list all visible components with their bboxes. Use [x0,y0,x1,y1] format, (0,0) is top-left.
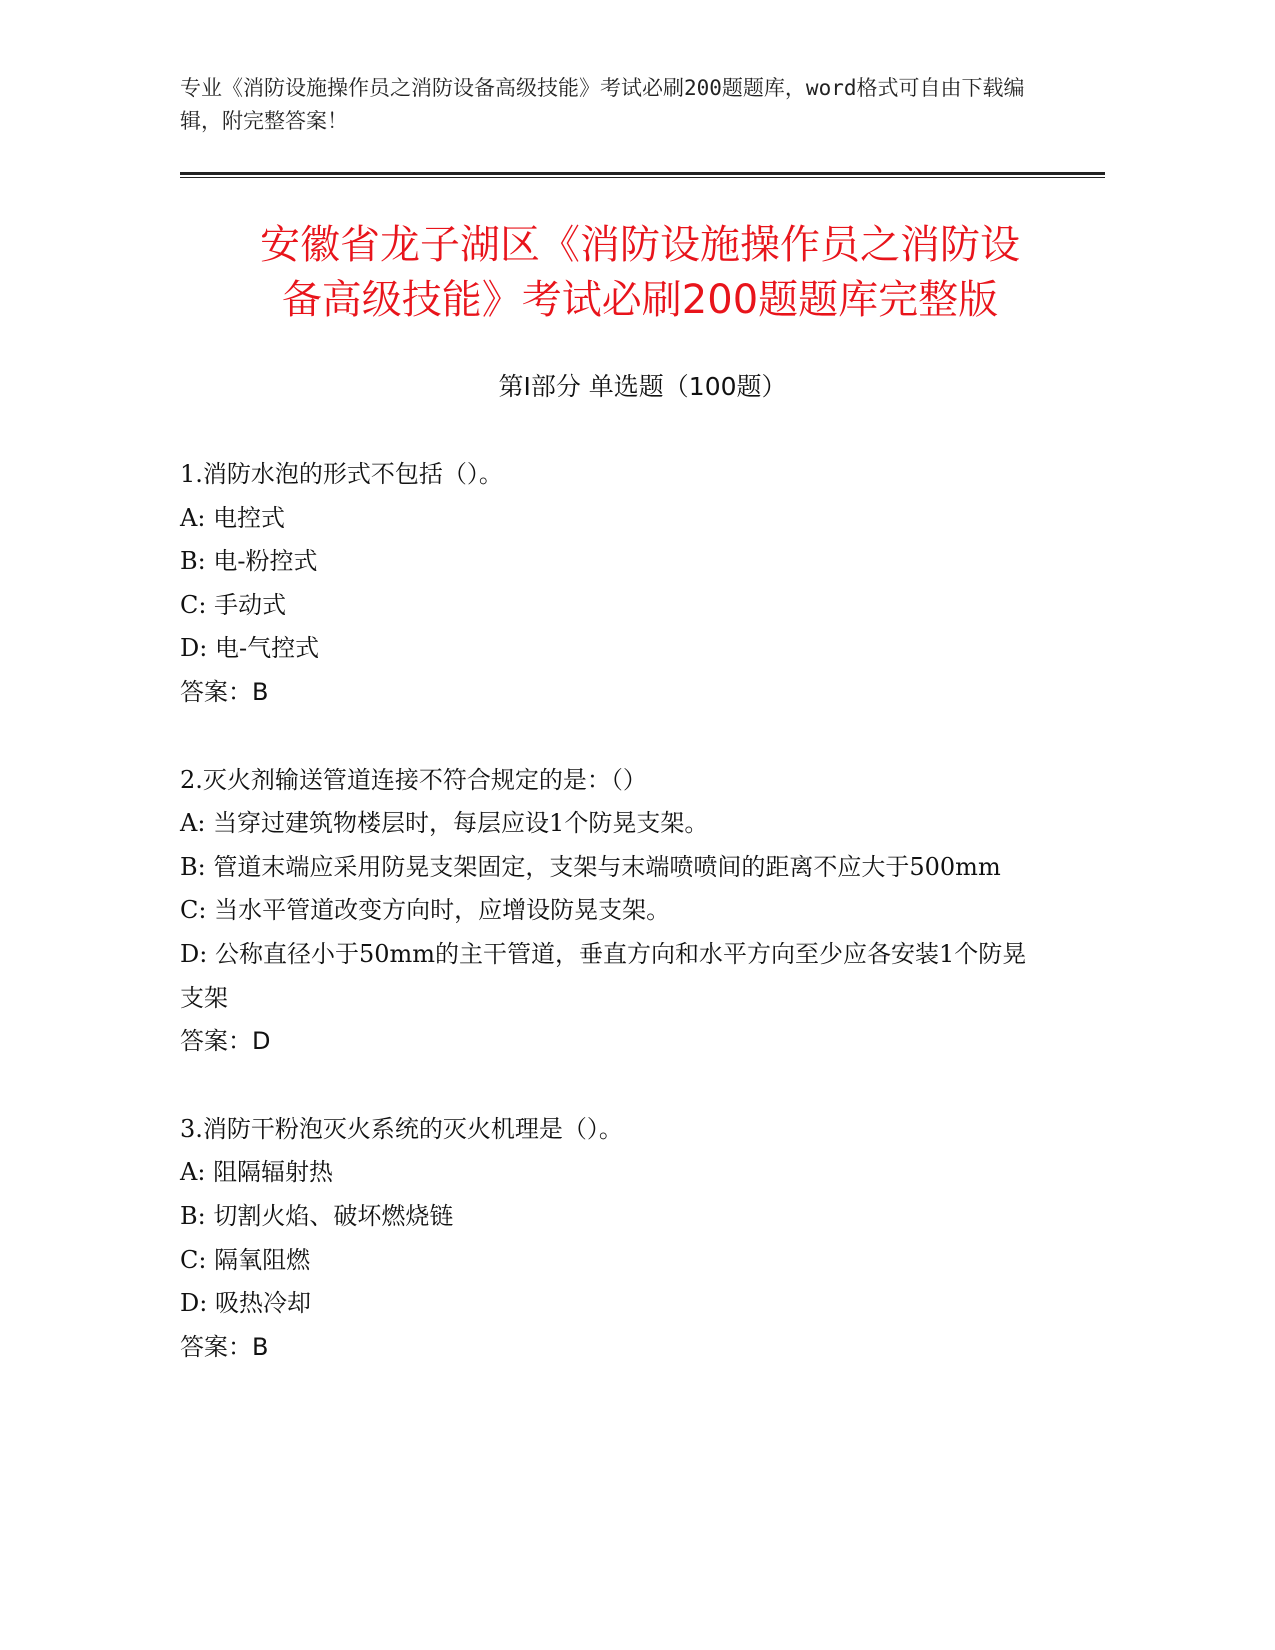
question-stem: 1.消防水泡的形式不包括（）。 [180,460,503,488]
option-b [180,1195,1040,1239]
option-text: 切割火焰、破坏燃烧链 [213,1201,454,1230]
option-a [180,802,1040,846]
option-text: 电-粉控式 [213,547,318,576]
option-c [180,889,1040,933]
option-d [180,627,1040,671]
option-c [180,1239,1040,1283]
option-text: 电-气控式 [214,634,320,663]
option-b [180,846,1040,890]
option-key: B: [180,1201,206,1230]
option-key: B: [180,852,206,881]
document-title-line-1: 安徽省龙子湖区《消防设施操作员之消防设 [260,222,1020,268]
option-text: 当穿过建筑物楼层时，每层应设1个防晃支架。 [213,809,709,838]
option-text: 阻隔辐射热 [213,1158,334,1187]
option-b [180,540,1040,584]
option-key: B: [180,547,206,576]
option-text: 吸热冷却 [214,1289,311,1318]
option-d [180,933,1040,1020]
header-divider-thin [180,177,1105,178]
option-text: 公称直径小于50mm的主干管道，垂直方向和水平方向至少应各安装1个防晃支架 [180,939,1027,1012]
option-key: D: [180,939,208,968]
option-text: 电控式 [213,503,286,532]
option-d [180,1282,1040,1326]
answer-label: 答案：B [180,677,269,706]
answer-label: 答案：D [180,1027,271,1056]
document-title [160,218,1120,328]
question-stem: 3.消防干粉泡灭火系统的灭火机理是（）。 [180,1114,623,1143]
option-key: A: [180,503,206,532]
option-text: 隔氧阻燃 [214,1245,311,1274]
option-key: A: [180,809,206,838]
option-key: D: [180,1289,208,1318]
question-3 [180,1108,1040,1370]
option-a [180,497,1040,541]
header-note: 专业《消防设施操作员之消防设备高级技能》考试必刷200题题库，word格式可自由下载编辑，附完整答案！ [180,76,1025,133]
option-a [180,1151,1040,1195]
option-key: D: [180,634,208,663]
section-heading: 第I部分 单选题（100题） [498,372,787,401]
question-list [180,453,1040,1413]
option-c [180,584,1040,628]
question-stem: 2.灭火剂输送管道连接不符合规定的是：（） [180,765,647,794]
document-title-line-2: 备高级技能》考试必刷200题题库完整版 [281,277,999,323]
option-key: C: [180,1245,207,1274]
question-1 [180,453,1040,715]
question-2 [180,759,1040,1064]
answer-label: 答案：B [180,1332,269,1361]
option-text: 手动式 [214,590,287,619]
option-text: 当水平管道改变方向时，应增设防晃支架。 [214,896,671,925]
option-text: 管道末端应采用防晃支架固定，支架与末端喷喷间的距离不应大于500mm [213,852,1001,881]
option-key: A: [180,1158,206,1187]
option-key: C: [180,590,207,619]
option-key: C: [180,896,207,925]
header-divider-thick [180,172,1105,175]
